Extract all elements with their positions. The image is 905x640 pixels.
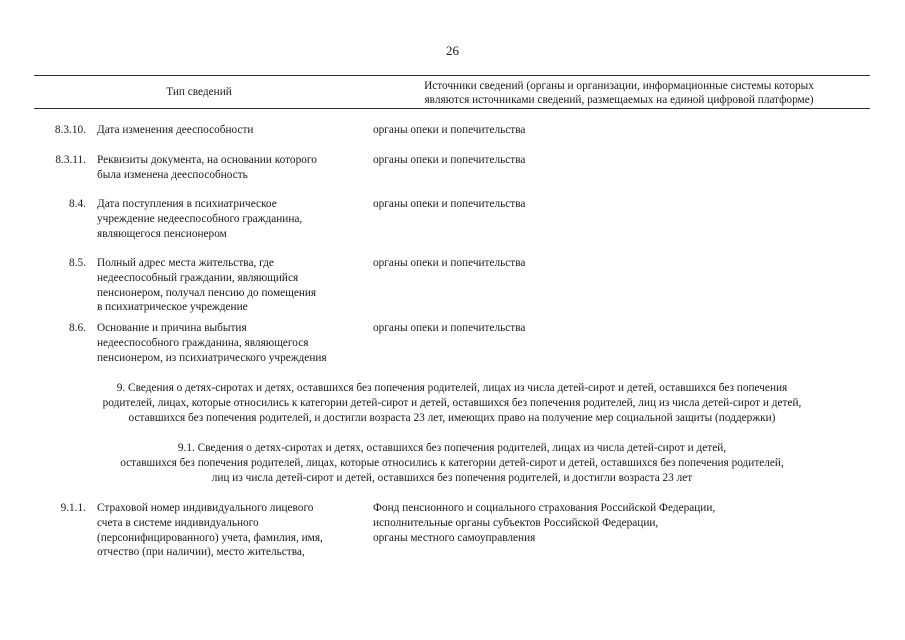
- row-type-line: Дата изменения дееспособности: [97, 124, 254, 136]
- row-type-line: счета в системе индивидуального: [97, 516, 259, 529]
- section-line: оставшихся без попечения родителей, и достигли возраста 23 лет, имеющих право на получение мер социальной защиты (поддержки): [128, 411, 776, 424]
- section-line: 9.1. Сведения о детях-сиротах и детях, оставшихся без попечения родителей, лицах из числа детей-сирот и детей,: [177, 442, 727, 454]
- row-type-line: была изменена дееспособность: [97, 168, 248, 181]
- row-source: [373, 123, 870, 138]
- section-line: лиц из числа детей-сирот и детей, оставшихся без попечения родителей, и достигли возраста 23 лет: [211, 471, 693, 484]
- row-source: [373, 153, 870, 168]
- row-type-line: в психиатрическое учреждение: [97, 301, 248, 314]
- row-type-line: (персонифицированного) учета, фамилия, имя,: [97, 531, 323, 544]
- row-type-line: пенсионером, получал пенсию до помещения: [97, 286, 317, 299]
- row-number: 8.3.10.: [54, 124, 86, 136]
- section-line: родителей, лицах, которые относились к категории детей-сирот и детей, оставшихся без попечения родителей, лиц из числа детей-сирот и детей,: [102, 396, 802, 409]
- row-source-line: органы опеки и попечительства: [373, 257, 526, 269]
- section-line: 9. Сведения о детях-сиротах и детях, оставшихся без попечения родителей, лицах из числа детей-сирот и детей, оставшихся без попечения: [116, 382, 788, 394]
- row-source: [373, 197, 870, 212]
- row-source-line: исполнительные органы субъектов Российской Федерации,: [373, 516, 659, 529]
- row-number: 9.1.1.: [60, 502, 86, 514]
- row-type-line: являющегося пенсионером: [97, 227, 227, 240]
- row-type-line: Полный адрес места жительства, где: [97, 257, 274, 269]
- row-type-line: пенсионером, из психиатрического учреждения: [97, 351, 327, 364]
- row-type-line: недееспособный граждании, являющийся: [97, 271, 299, 284]
- row-type: [97, 256, 372, 315]
- row-number: 8.3.11.: [55, 154, 86, 166]
- row-number: 8.6.: [69, 322, 86, 334]
- table-top-rule: [34, 75, 870, 76]
- section-line: оставшихся без попечения родителей, лицах, которые относились к категории детей-сирот и детей, оставшихся без попечения родителей,: [120, 456, 784, 469]
- header-type-column: Тип сведений: [166, 86, 232, 98]
- row-type: [97, 153, 372, 183]
- row-type-line: Реквизиты документа, на основании которого: [97, 154, 317, 166]
- row-source: [373, 321, 870, 336]
- row-source-line: органы опеки и попечительства: [373, 124, 526, 136]
- row-source-line: Фонд пенсионного и социального страхования Российской Федерации,: [373, 502, 716, 514]
- row-source-line: органы опеки и попечительства: [373, 198, 526, 210]
- row-type-line: отчество (при наличии), место жительства,: [97, 546, 305, 559]
- header-source-column: [368, 79, 870, 107]
- row-source-line: органы опеки и попечительства: [373, 154, 526, 166]
- row-source-line: органы местного самоуправления: [373, 531, 536, 544]
- section-heading-9-1: [34, 441, 870, 485]
- row-type-line: Страховой номер индивидуального лицевого: [97, 502, 314, 514]
- row-source: [373, 256, 870, 271]
- row-source: [373, 501, 870, 545]
- header-source-line: являются источниками сведений, размещаемых на единой цифровой платформе): [424, 94, 814, 106]
- row-type-line: Основание и причина выбытия: [97, 322, 247, 334]
- table-header-rule: [34, 108, 870, 109]
- row-type: [97, 321, 372, 365]
- row-type: [97, 123, 372, 138]
- section-heading-9: [34, 381, 870, 425]
- row-number: 8.4.: [69, 198, 86, 210]
- row-type-line: Дата поступления в психиатрическое: [97, 198, 277, 210]
- row-type: [97, 197, 372, 241]
- row-type-line: недееспособного гражданина, являющегося: [97, 336, 309, 349]
- row-type: [97, 501, 372, 560]
- row-source-line: органы опеки и попечительства: [373, 322, 526, 334]
- header-source-line: Источники сведений (органы и организации, информационные системы которых: [424, 80, 814, 92]
- row-type-line: учреждение недееспособного гражданина,: [97, 212, 303, 225]
- page-number: 26: [446, 43, 459, 58]
- row-number: 8.5.: [69, 257, 86, 269]
